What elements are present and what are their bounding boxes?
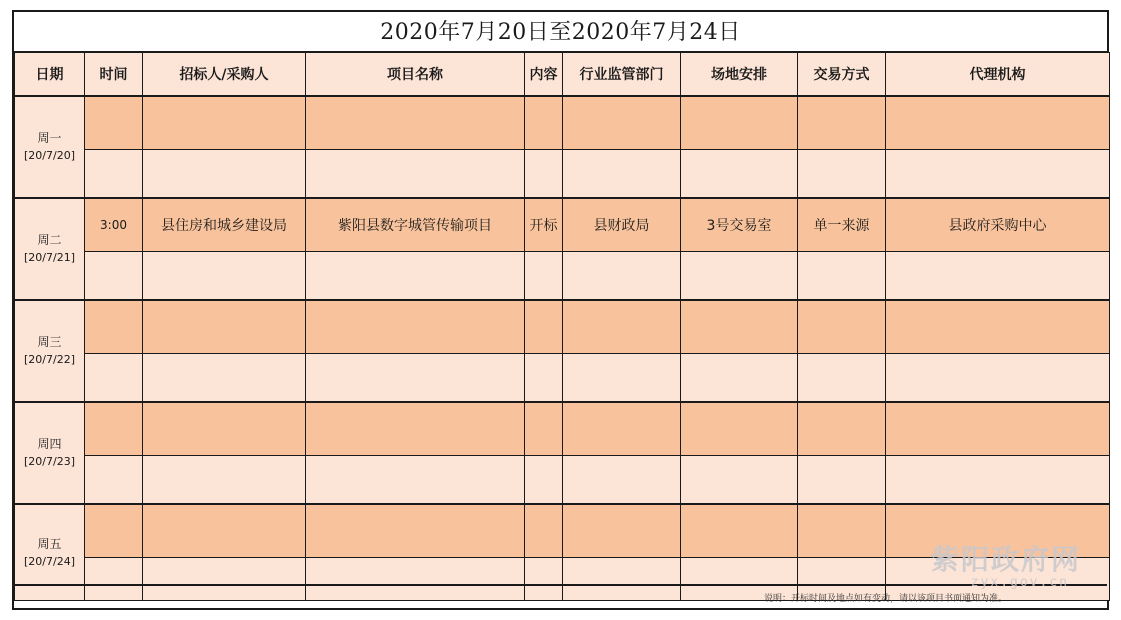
day-date: [20/7/24] (24, 554, 75, 568)
table-row (15, 354, 1110, 403)
table-row (15, 252, 1110, 301)
entry-venue: 3号交易室 (681, 198, 798, 252)
entry-buyer: 县住房和城乡建设局 (143, 198, 306, 252)
header-department: 行业监管部门 (563, 53, 681, 97)
table-row (15, 150, 1110, 199)
header-method: 交易方式 (798, 53, 886, 97)
day-name: 周二 (37, 233, 62, 247)
watermark-url: zyx.gov.cn (970, 575, 1069, 590)
entry-method: 单一来源 (798, 198, 886, 252)
header-agency: 代理机构 (886, 53, 1110, 97)
day-date: [20/7/23] (24, 455, 75, 468)
table-row (15, 300, 1110, 354)
day-date: [20/7/22] (24, 353, 75, 366)
day-name: 周一 (37, 131, 62, 145)
header-venue: 场地安排 (681, 53, 798, 97)
header-time: 时间 (85, 53, 143, 97)
watermark-logo: 紫阳政府网 (930, 543, 1081, 576)
header-project: 项目名称 (306, 53, 525, 97)
header-buyer: 招标人/采购人 (143, 53, 306, 97)
day-date: [20/7/21] (24, 251, 75, 264)
entry-department: 县财政局 (563, 198, 681, 252)
entry-content: 开标 (525, 198, 563, 252)
day-name: 周五 (37, 536, 62, 551)
schedule-sheet (12, 10, 1109, 610)
footnote-text: 说明：开标时间及地点如有变动，请以该项目书面通知为准。 (763, 594, 1007, 604)
day-name: 周三 (37, 335, 62, 349)
table-row (15, 198, 1110, 252)
day-date: [20/7/20] (24, 149, 75, 162)
header-date: 日期 (15, 53, 85, 97)
day-cell-thu (15, 402, 85, 504)
header-content: 内容 (525, 53, 563, 97)
schedule-title: 2020年7月20日至2020年7月24日 (14, 12, 1107, 52)
entry-project: 紫阳县数字城管传输项目 (306, 198, 525, 252)
day-cell-tue (15, 198, 85, 300)
table-row (15, 402, 1110, 456)
entry-agency: 县政府采购中心 (886, 198, 1110, 252)
day-name: 周四 (37, 437, 62, 451)
day-cell-wed (15, 300, 85, 402)
footnote-row (14, 584, 1107, 608)
table-row (15, 96, 1110, 150)
day-cell-mon (15, 96, 85, 198)
table-row (15, 456, 1110, 505)
schedule-table (14, 52, 1110, 601)
header-row (15, 53, 1110, 97)
entry-time: 3:00 (85, 198, 143, 252)
